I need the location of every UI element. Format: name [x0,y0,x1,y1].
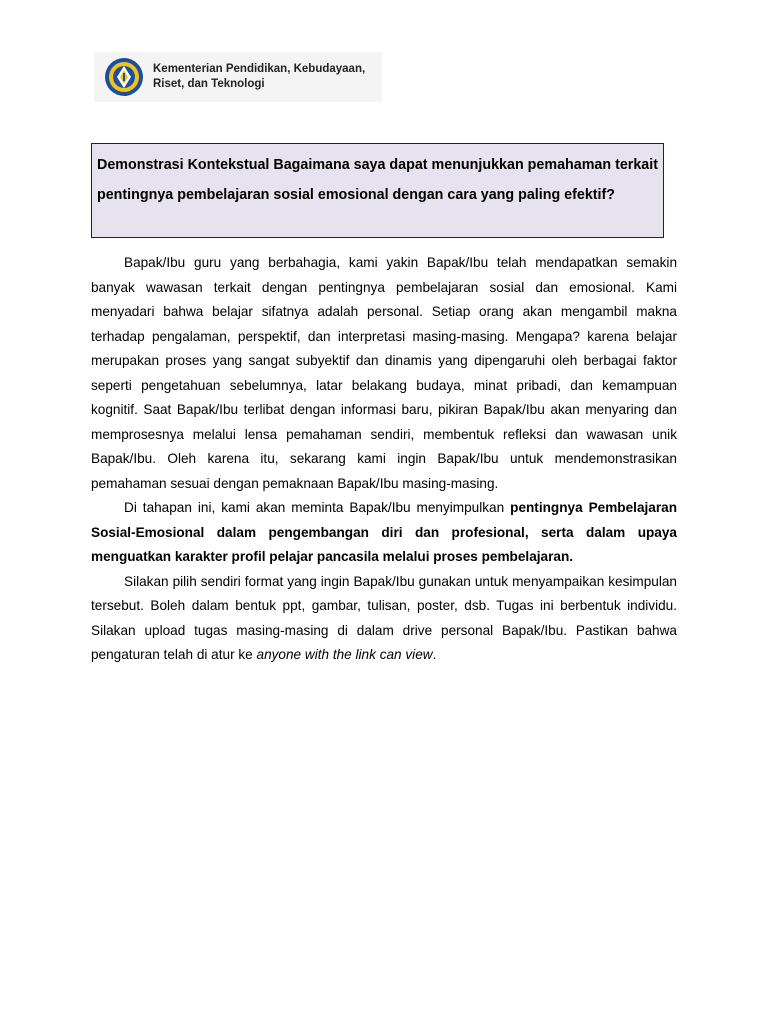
sharing-setting-text: anyone with the link can view [256,647,433,662]
ministry-name-line2: Riset, dan Teknologi [153,78,265,90]
ministry-header [94,52,382,102]
body-text [91,251,677,668]
ministry-name [153,62,365,92]
ministry-name-line1: Kementerian Pendidikan, Kebudayaan, [153,63,366,75]
paragraph-instructions-text: Silakan pilih sendiri format yang ingin Bapak/Ibu gunakan untuk menyampaikan kesimpulan tersebut. Boleh dalam bentuk ppt, gambar, tulisan, poster, dsb. Tugas ini berbentuk individu. Silakan upload tugas masing-masing di dalam drive personal Bapak/Ibu. Pastikan bahwa pengaturan telah di atur ke [91,573,677,662]
paragraph-intro: Bapak/Ibu guru yang berbahagia, kami yakin Bapak/Ibu telah mendapatkan semakin banyak wawasan terkait dengan pentingnya pembelajaran sosial dan emosional. Kami menyadari bahwa belajar sifatnya adalah personal. Setiap orang akan mengambil makna terhadap pengalaman, perspektif, dan interpretasi masing-masing. Mengapa? karena belajar merupakan proses yang sangat subyektif dan dinamis yang dipengaruhi oleh berbagai faktor seperti pengetahuan sebelumnya, latar belakang budaya, minat pribadi, dan kemampuan kognitif. Saat Bapak/Ibu terlibat dengan informasi baru, pikiran Bapak/Ibu akan menyaring dan memprosesnya melalui lensa pemahaman sendiri, membentuk refleksi dan wawasan unik Bapak/Ibu. Oleh karena itu, sekarang kami ingin Bapak/Ibu untuk mendemonstrasikan pemahaman sesuai dengan pemaknaan Bapak/Ibu masing-masing. [91,255,677,491]
paragraph-instructions [91,570,677,668]
paragraph-instructions-end: . [432,647,437,662]
paragraph-task-emphasis: pentingnya Pembelajaran Sosial-Emosional dalam pengembangan diri dan profesional, serta dalam upaya menguatkan karakter profil pelajar pancasila melalui proses pembelajaran. [91,500,678,564]
document-title: Demonstrasi Kontekstual Bagaimana saya dapat menunjukkan pemahaman terkait pentingnya pembelajaran sosial emosional dengan cara yang paling efektif? [97,157,658,203]
tut-wuri-handayani-logo-icon [104,57,144,97]
paragraph-task-intro: Di tahapan ini, kami akan meminta Bapak/Ibu menyimpulkan [124,500,511,515]
paragraph-task [91,496,677,570]
title-box [91,143,664,238]
